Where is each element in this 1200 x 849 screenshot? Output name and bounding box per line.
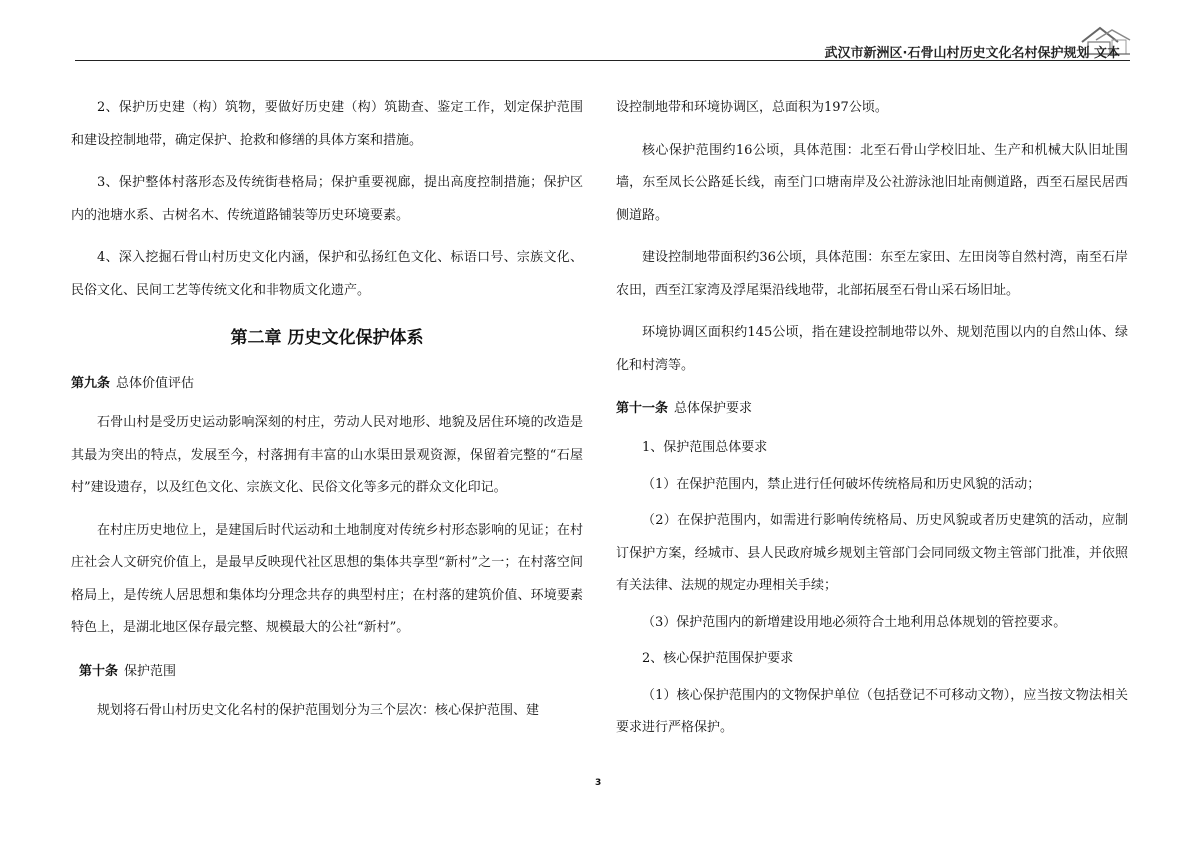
requirement-1-1: （1）在保护范围内，禁止进行任何破坏传统格局和历史风貌的活动；: [642, 476, 1041, 492]
paragraph-control-zone: 建设控制地带面积约36公顷，具体范围：东至左家田、左田岗等自然村湾，南至石岸农田，西至江家湾及浮尾渠沿线地带，北部拓展至石骨山采石场旧址。: [616, 250, 1128, 298]
paragraph-value-2: 在村庄历史地位上，是建国后时代运动和土地制度对传统乡村形态影响的见证；在村庄社会人文研究价值上，是最早反映现代社区思想的集体共享型“新村”之一；在村落空间格局上，是传统人居思想和集体均分理念共存的典型村庄；在村落的建筑价值、环境要素特色上，是湖北地区保存最完整、规模最大的公社“新村”。: [71, 522, 583, 635]
paragraph-scope: 规划将石骨山村历史文化名村的保护范围划分为三个层次：核心保护范围、建: [97, 702, 540, 718]
article-11-heading: [616, 392, 1128, 426]
article-10-heading: [71, 655, 583, 689]
right-column: [616, 92, 1128, 755]
page-number: 3: [595, 778, 602, 788]
article-title: 总体保护要求: [674, 401, 753, 416]
paragraph-core-area: 核心保护范围约16公顷，具体范围：北至石骨山学校旧址、生产和机械大队旧址围墙，东至凤长公路延长线，南至门口塘南岸及公社游泳池旧址南侧道路，西至石屋民居西侧道路。: [616, 142, 1128, 223]
requirement-2-1: （1）核心保护范围内的文物保护单位（包括登记不可移动文物），应当按文物法相关要求进行严格保护。: [616, 687, 1128, 735]
article-number: 第十条: [79, 663, 119, 679]
left-column: [71, 92, 583, 737]
paragraph-coordination-zone: 环境协调区面积约145公顷，指在建设控制地带以外、规划范围以内的自然山体、绿化和村湾等。: [616, 325, 1128, 373]
header-rule: [75, 60, 1130, 61]
requirement-1-2: （2）在保护范围内，如需进行影响传统格局、历史风貌或者历史建筑的活动，应制订保护方案，经城市、县人民政府城乡规划主管部门会同同级文物主管部门批准，并依照有关法律、法规的规定办理相关手续；: [616, 513, 1128, 593]
subheading-overall-requirements: 1、保护范围总体要求: [642, 440, 768, 455]
header-title: 武汉市新洲区·石骨山村历史文化名村保护规划 文本: [824, 46, 1120, 61]
article-number: 第十一条: [616, 401, 669, 416]
article-title: 保护范围: [124, 663, 177, 679]
paragraph-culture-heritage: 4、深入挖掘石骨山村历史文化内涵，保护和弘扬红色文化、标语口号、宗族文化、民俗文化、民间工艺等传统文化和非物质文化遗产。: [71, 250, 583, 298]
article-number: 第九条: [71, 376, 111, 391]
paragraph-total-area: 设控制地带和环境协调区，总面积为197公顷。: [616, 100, 888, 115]
article-title: 总体价值评估: [116, 376, 195, 391]
paragraph-value-1: 石骨山村是受历史运动影响深刻的村庄，劳动人民对地形、地貌及居住环境的改造是其最为突出的特点，发展至今，村落拥有丰富的山水渠田景观资源，保留着完整的“石屋村”建设遗存，以及红色文化、宗族文化、民俗文化等多元的群众文化印记。: [71, 415, 583, 495]
subheading-core-requirements: 2、核心保护范围保护要求: [642, 651, 794, 666]
chapter-title: 第二章 历史文化保护体系: [230, 328, 424, 348]
article-9-heading: [71, 367, 583, 401]
paragraph-protect-buildings: 2、保护历史建（构）筑物，要做好历史建（构）筑勘查、鉴定工作，划定保护范围和建设控制地带，确定保护、抢救和修缮的具体方案和措施。: [71, 100, 583, 148]
requirement-1-3: （3）保护范围内的新增建设用地必须符合土地利用总体规划的管控要求。: [642, 614, 1067, 630]
paragraph-protect-village-form: 3、保护整体村落形态及传统街巷格局；保护重要视廊，提出高度控制措施；保护区内的池塘水系、古树名木、传统道路铺装等历史环境要素。: [71, 175, 583, 223]
